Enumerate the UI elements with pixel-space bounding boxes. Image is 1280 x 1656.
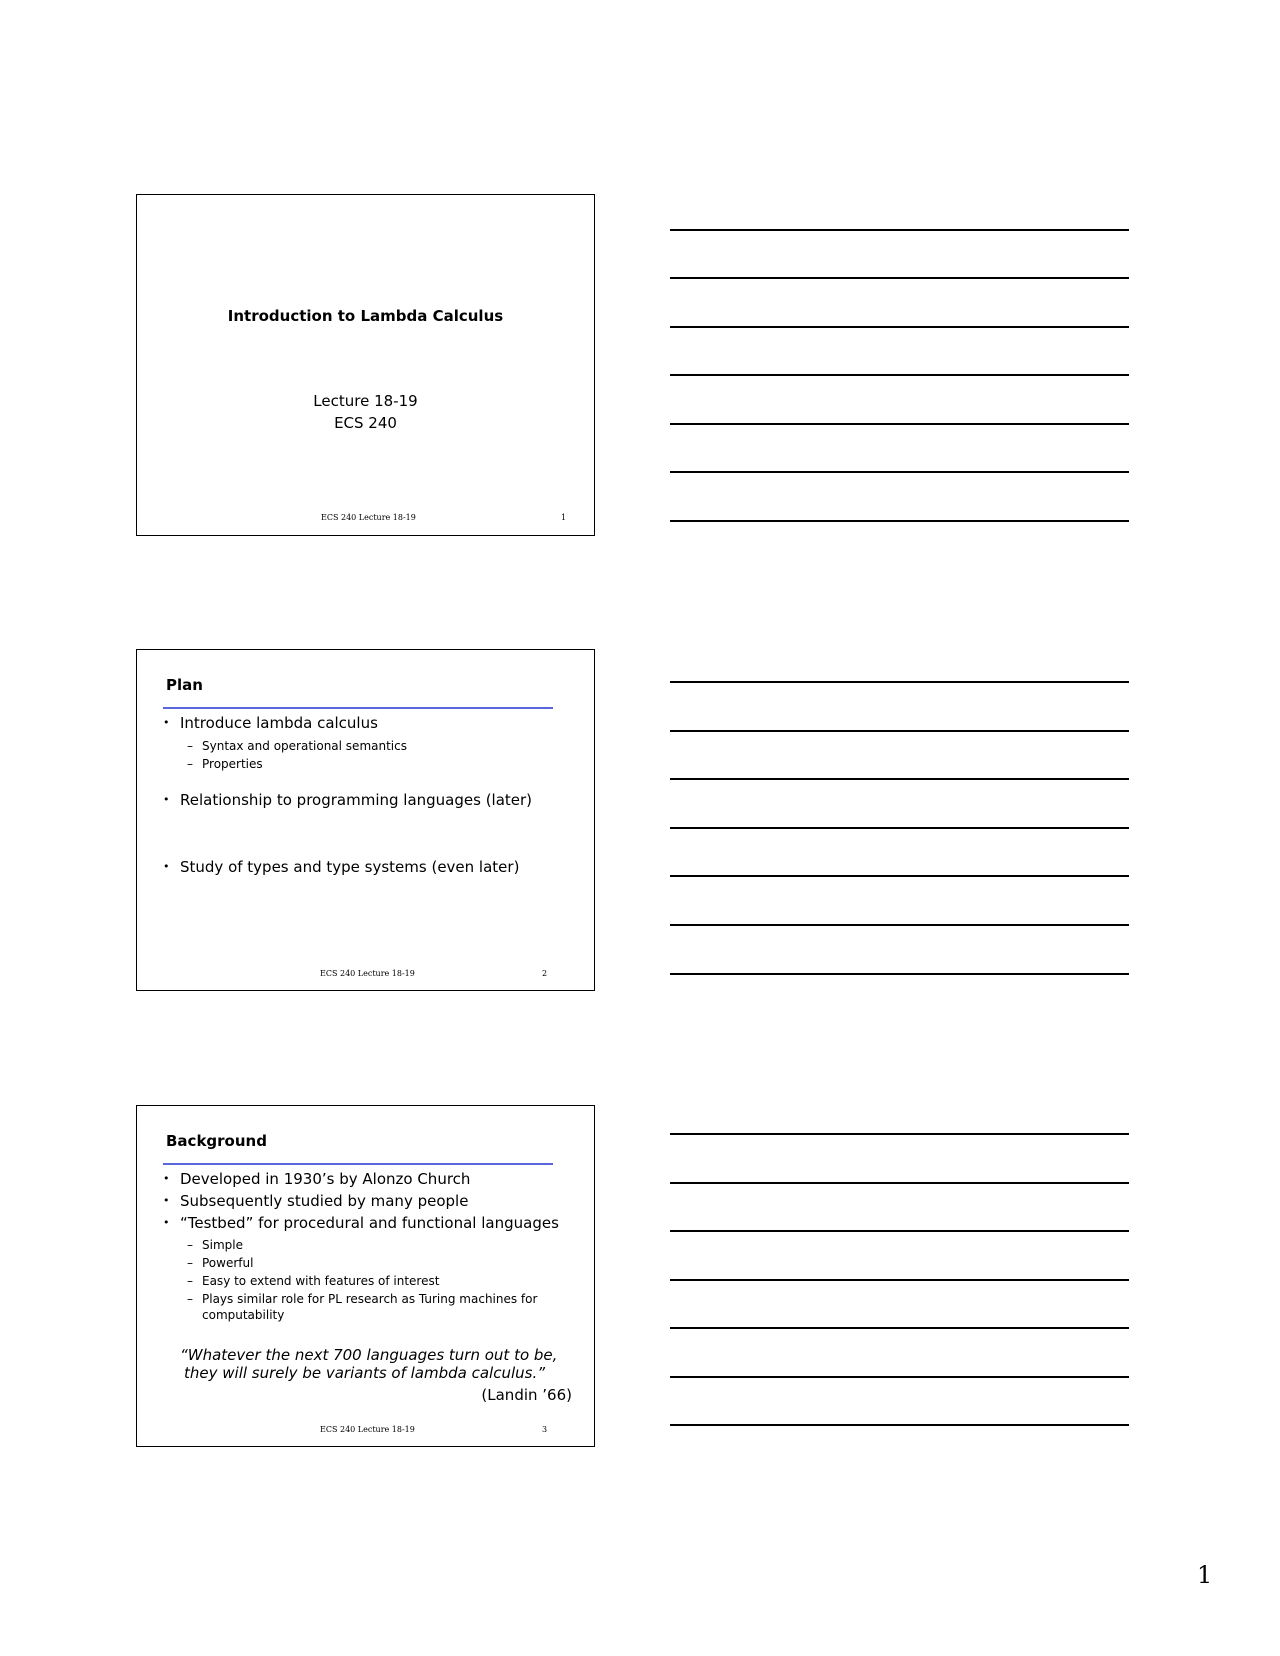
note-line bbox=[670, 471, 1129, 473]
note-line bbox=[670, 924, 1129, 926]
subbullet-item bbox=[187, 1238, 243, 1252]
slide-subtitle-line: ECS 240 bbox=[334, 414, 397, 432]
bullet-item bbox=[163, 1170, 470, 1188]
bullet-text: Introduce lambda calculus bbox=[180, 714, 378, 732]
note-line bbox=[670, 778, 1129, 780]
quote-line: “Whatever the next 700 languages turn out to be, bbox=[180, 1346, 558, 1364]
handout-page-number: 1 bbox=[1197, 1561, 1213, 1589]
note-line bbox=[670, 326, 1129, 328]
dash-icon: – bbox=[187, 757, 193, 771]
slide-3 bbox=[136, 1105, 595, 1447]
subbullet-text: Simple bbox=[202, 1238, 243, 1252]
heading-divider bbox=[163, 1163, 553, 1165]
slide-page-number: 3 bbox=[542, 1425, 548, 1434]
slide-title: Introduction to Lambda Calculus bbox=[227, 307, 504, 325]
dash-icon: – bbox=[187, 1274, 193, 1288]
bullet-item bbox=[163, 791, 532, 809]
bullet-icon: • bbox=[163, 1216, 170, 1229]
slide-2 bbox=[136, 649, 595, 991]
bullet-icon: • bbox=[163, 1172, 170, 1185]
bullet-text: Relationship to programming languages (later) bbox=[180, 791, 533, 809]
note-line bbox=[670, 229, 1129, 231]
bullet-item bbox=[163, 714, 378, 732]
note-line bbox=[670, 1279, 1129, 1281]
quote-attribution: (Landin ’66) bbox=[481, 1386, 572, 1404]
bullet-text: Study of types and type systems (even later) bbox=[180, 858, 520, 876]
note-line bbox=[670, 1230, 1129, 1232]
slide-heading: Background bbox=[166, 1132, 267, 1150]
heading-divider bbox=[163, 707, 553, 709]
note-line bbox=[670, 277, 1129, 279]
bullet-icon: • bbox=[163, 793, 170, 806]
dash-icon: – bbox=[187, 1238, 193, 1252]
note-line bbox=[670, 1424, 1129, 1426]
subbullet-item bbox=[187, 1274, 439, 1288]
note-line bbox=[670, 1376, 1129, 1378]
subbullet-item bbox=[187, 1256, 253, 1270]
note-line bbox=[670, 1133, 1129, 1135]
note-line bbox=[670, 827, 1129, 829]
note-line bbox=[670, 423, 1129, 425]
bullet-item bbox=[163, 1192, 468, 1210]
quote-line: they will surely be variants of lambda calculus.” bbox=[184, 1364, 546, 1382]
slide-footer: ECS 240 Lecture 18-19 bbox=[321, 513, 416, 522]
bullet-icon: • bbox=[163, 1194, 170, 1207]
slide-footer: ECS 240 Lecture 18-19 bbox=[320, 969, 415, 978]
dash-icon: – bbox=[187, 1292, 193, 1306]
dash-icon: – bbox=[187, 1256, 193, 1270]
bullet-item bbox=[163, 1214, 559, 1232]
slide-1 bbox=[136, 194, 595, 536]
subbullet-text: Syntax and operational semantics bbox=[202, 739, 407, 753]
note-line bbox=[670, 1327, 1129, 1329]
subbullet-item bbox=[187, 1292, 537, 1306]
bullet-icon: • bbox=[163, 860, 170, 873]
slide-heading: Plan bbox=[166, 676, 203, 694]
bullet-text: “Testbed” for procedural and functional languages bbox=[180, 1214, 559, 1232]
note-line bbox=[670, 520, 1129, 522]
note-line bbox=[670, 374, 1129, 376]
slide-page-number: 2 bbox=[542, 969, 548, 978]
dash-icon: – bbox=[187, 739, 193, 753]
subbullet-continuation: computability bbox=[202, 1308, 285, 1322]
bullet-text: Subsequently studied by many people bbox=[180, 1192, 469, 1210]
subbullet-item bbox=[187, 739, 407, 753]
bullet-icon: • bbox=[163, 716, 170, 729]
slide-footer: ECS 240 Lecture 18-19 bbox=[320, 1425, 415, 1434]
subbullet-text: Properties bbox=[202, 757, 263, 771]
note-line bbox=[670, 1182, 1129, 1184]
subbullet-text: Powerful bbox=[202, 1256, 254, 1270]
note-line bbox=[670, 730, 1129, 732]
note-line bbox=[670, 681, 1129, 683]
subbullet-item bbox=[187, 757, 263, 771]
note-line bbox=[670, 875, 1129, 877]
note-line bbox=[670, 973, 1129, 975]
subbullet-text: Easy to extend with features of interest bbox=[202, 1274, 440, 1288]
slide-page-number: 1 bbox=[561, 513, 567, 522]
bullet-item bbox=[163, 858, 519, 876]
slide-subtitle-line: Lecture 18-19 bbox=[313, 392, 418, 410]
bullet-text: Developed in 1930’s by Alonzo Church bbox=[180, 1170, 471, 1188]
subbullet-text: Plays similar role for PL research as Turing machines for bbox=[202, 1292, 538, 1306]
